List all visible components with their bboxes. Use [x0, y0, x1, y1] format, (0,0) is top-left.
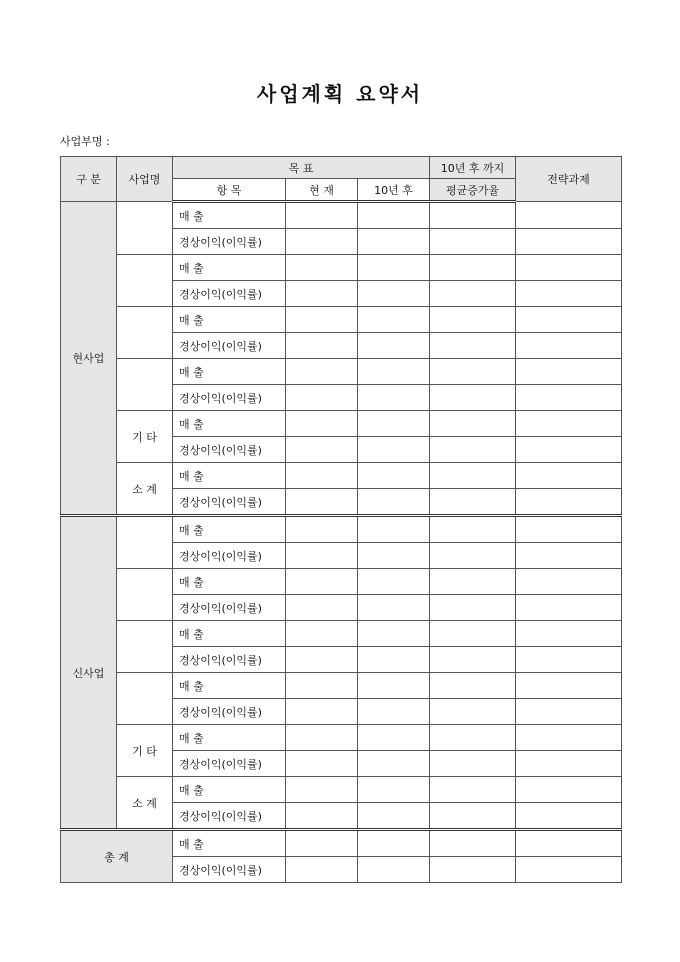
item-profit: 경상이익(이익률) [173, 751, 286, 777]
value-cell[interactable] [286, 307, 358, 333]
item-sales: 매 출 [173, 725, 286, 751]
value-cell[interactable] [516, 437, 622, 463]
value-cell[interactable] [430, 595, 516, 621]
value-cell[interactable] [286, 699, 358, 725]
value-cell[interactable] [358, 202, 430, 229]
header-growth-line1: 10년 후 까지 [430, 157, 516, 179]
value-cell[interactable] [286, 621, 358, 647]
value-cell[interactable] [358, 437, 430, 463]
business-name-cell[interactable] [117, 255, 173, 307]
value-cell[interactable] [430, 385, 516, 411]
business-name-cell[interactable] [117, 307, 173, 359]
value-cell[interactable] [516, 307, 622, 333]
value-cell[interactable] [358, 281, 430, 307]
item-profit: 경상이익(이익률) [173, 543, 286, 569]
value-cell[interactable] [430, 543, 516, 569]
business-name-cell[interactable] [117, 359, 173, 411]
value-cell[interactable] [286, 595, 358, 621]
value-cell[interactable] [358, 595, 430, 621]
value-cell[interactable] [286, 673, 358, 699]
value-cell[interactable] [286, 411, 358, 437]
value-cell[interactable] [358, 621, 430, 647]
header-after10: 10년 후 [358, 179, 430, 202]
value-cell[interactable] [516, 359, 622, 385]
value-cell[interactable] [516, 777, 622, 803]
header-item: 항 목 [173, 179, 286, 202]
value-cell[interactable] [516, 281, 622, 307]
item-profit: 경상이익(이익률) [173, 281, 286, 307]
value-cell[interactable] [286, 803, 358, 830]
value-cell[interactable] [286, 202, 358, 229]
value-cell[interactable] [358, 830, 430, 857]
value-cell[interactable] [516, 229, 622, 255]
value-cell[interactable] [430, 777, 516, 803]
value-cell[interactable] [358, 543, 430, 569]
item-profit: 경상이익(이익률) [173, 857, 286, 883]
value-cell[interactable] [516, 621, 622, 647]
value-cell[interactable] [286, 830, 358, 857]
header-growth-line2: 평균증가율 [430, 179, 516, 202]
value-cell[interactable] [430, 229, 516, 255]
value-cell[interactable] [358, 359, 430, 385]
item-sales: 매 출 [173, 569, 286, 595]
value-cell[interactable] [430, 411, 516, 437]
value-cell[interactable] [516, 516, 622, 543]
business-name-cell[interactable] [117, 569, 173, 621]
item-profit: 경상이익(이익률) [173, 437, 286, 463]
value-cell[interactable] [516, 489, 622, 516]
business-name-cell[interactable] [117, 516, 173, 569]
item-sales: 매 출 [173, 255, 286, 281]
business-name-cell[interactable] [117, 621, 173, 673]
item-profit: 경상이익(이익률) [173, 699, 286, 725]
value-cell[interactable] [430, 281, 516, 307]
item-sales: 매 출 [173, 463, 286, 489]
value-cell[interactable] [358, 751, 430, 777]
group-subtotal: 소 계 [117, 463, 173, 516]
value-cell[interactable] [430, 437, 516, 463]
value-cell[interactable] [358, 699, 430, 725]
item-sales: 매 출 [173, 202, 286, 229]
business-plan-table [60, 156, 622, 883]
value-cell[interactable] [358, 777, 430, 803]
value-cell[interactable] [430, 255, 516, 281]
group-other: 기 타 [117, 725, 173, 777]
value-cell[interactable] [358, 569, 430, 595]
business-name-cell[interactable] [117, 202, 173, 255]
value-cell[interactable] [516, 255, 622, 281]
value-cell[interactable] [516, 543, 622, 569]
value-cell[interactable] [516, 647, 622, 673]
value-cell[interactable] [516, 725, 622, 751]
value-cell[interactable] [358, 333, 430, 359]
section-current-business: 현사업 [61, 202, 117, 516]
value-cell[interactable] [286, 255, 358, 281]
value-cell[interactable] [430, 489, 516, 516]
value-cell[interactable] [516, 569, 622, 595]
value-cell[interactable] [286, 463, 358, 489]
header-category: 구 분 [61, 157, 117, 202]
item-profit: 경상이익(이익률) [173, 489, 286, 516]
group-subtotal: 소 계 [117, 777, 173, 830]
section-new-business: 신사업 [61, 516, 117, 830]
value-cell[interactable] [516, 202, 622, 229]
value-cell[interactable] [286, 777, 358, 803]
value-cell[interactable] [430, 621, 516, 647]
value-cell[interactable] [286, 333, 358, 359]
value-cell[interactable] [358, 411, 430, 437]
value-cell[interactable] [516, 385, 622, 411]
value-cell[interactable] [286, 543, 358, 569]
value-cell[interactable] [358, 725, 430, 751]
value-cell[interactable] [516, 411, 622, 437]
value-cell[interactable] [286, 516, 358, 543]
item-profit: 경상이익(이익률) [173, 647, 286, 673]
value-cell[interactable] [430, 307, 516, 333]
item-profit: 경상이익(이익률) [173, 803, 286, 830]
value-cell[interactable] [430, 725, 516, 751]
value-cell[interactable] [286, 281, 358, 307]
value-cell[interactable] [516, 463, 622, 489]
value-cell[interactable] [516, 699, 622, 725]
value-cell[interactable] [430, 647, 516, 673]
page-title: 사업계획 요약서 [256, 82, 424, 106]
header-current: 현 재 [286, 179, 358, 202]
value-cell[interactable] [358, 385, 430, 411]
value-cell[interactable] [430, 516, 516, 543]
value-cell[interactable] [430, 333, 516, 359]
item-sales: 매 출 [173, 830, 286, 857]
value-cell[interactable] [516, 595, 622, 621]
item-profit: 경상이익(이익률) [173, 229, 286, 255]
value-cell[interactable] [516, 803, 622, 830]
value-cell[interactable] [286, 647, 358, 673]
department-label: 사업부명 : [60, 135, 110, 148]
value-cell[interactable] [358, 229, 430, 255]
item-profit: 경상이익(이익률) [173, 595, 286, 621]
item-sales: 매 출 [173, 621, 286, 647]
section-grand-total: 총 계 [61, 830, 173, 883]
item-sales: 매 출 [173, 307, 286, 333]
value-cell[interactable] [430, 359, 516, 385]
value-cell[interactable] [430, 463, 516, 489]
value-cell[interactable] [286, 489, 358, 516]
value-cell[interactable] [430, 202, 516, 229]
value-cell[interactable] [358, 463, 430, 489]
value-cell[interactable] [516, 333, 622, 359]
value-cell[interactable] [286, 385, 358, 411]
item-sales: 매 출 [173, 673, 286, 699]
value-cell[interactable] [286, 229, 358, 255]
business-name-cell[interactable] [117, 673, 173, 725]
value-cell[interactable] [516, 857, 622, 883]
header-target: 목 표 [173, 157, 430, 179]
value-cell[interactable] [430, 673, 516, 699]
header-strategy: 전략과제 [516, 157, 622, 202]
header-business-name: 사업명 [117, 157, 173, 202]
value-cell[interactable] [358, 489, 430, 516]
value-cell[interactable] [358, 857, 430, 883]
value-cell[interactable] [358, 673, 430, 699]
value-cell[interactable] [286, 569, 358, 595]
value-cell[interactable] [286, 857, 358, 883]
value-cell[interactable] [358, 647, 430, 673]
value-cell[interactable] [430, 830, 516, 857]
value-cell[interactable] [286, 359, 358, 385]
value-cell[interactable] [358, 255, 430, 281]
value-cell[interactable] [430, 699, 516, 725]
value-cell[interactable] [286, 751, 358, 777]
value-cell[interactable] [358, 516, 430, 543]
value-cell[interactable] [358, 803, 430, 830]
item-sales: 매 출 [173, 777, 286, 803]
value-cell[interactable] [430, 751, 516, 777]
item-profit: 경상이익(이익률) [173, 385, 286, 411]
value-cell[interactable] [286, 725, 358, 751]
value-cell[interactable] [358, 307, 430, 333]
item-sales: 매 출 [173, 359, 286, 385]
value-cell[interactable] [516, 751, 622, 777]
value-cell[interactable] [516, 673, 622, 699]
item-sales: 매 출 [173, 411, 286, 437]
item-sales: 매 출 [173, 516, 286, 543]
value-cell[interactable] [286, 437, 358, 463]
item-profit: 경상이익(이익률) [173, 333, 286, 359]
group-other: 기 타 [117, 411, 173, 463]
value-cell[interactable] [430, 857, 516, 883]
value-cell[interactable] [430, 803, 516, 830]
value-cell[interactable] [430, 569, 516, 595]
value-cell[interactable] [516, 830, 622, 857]
